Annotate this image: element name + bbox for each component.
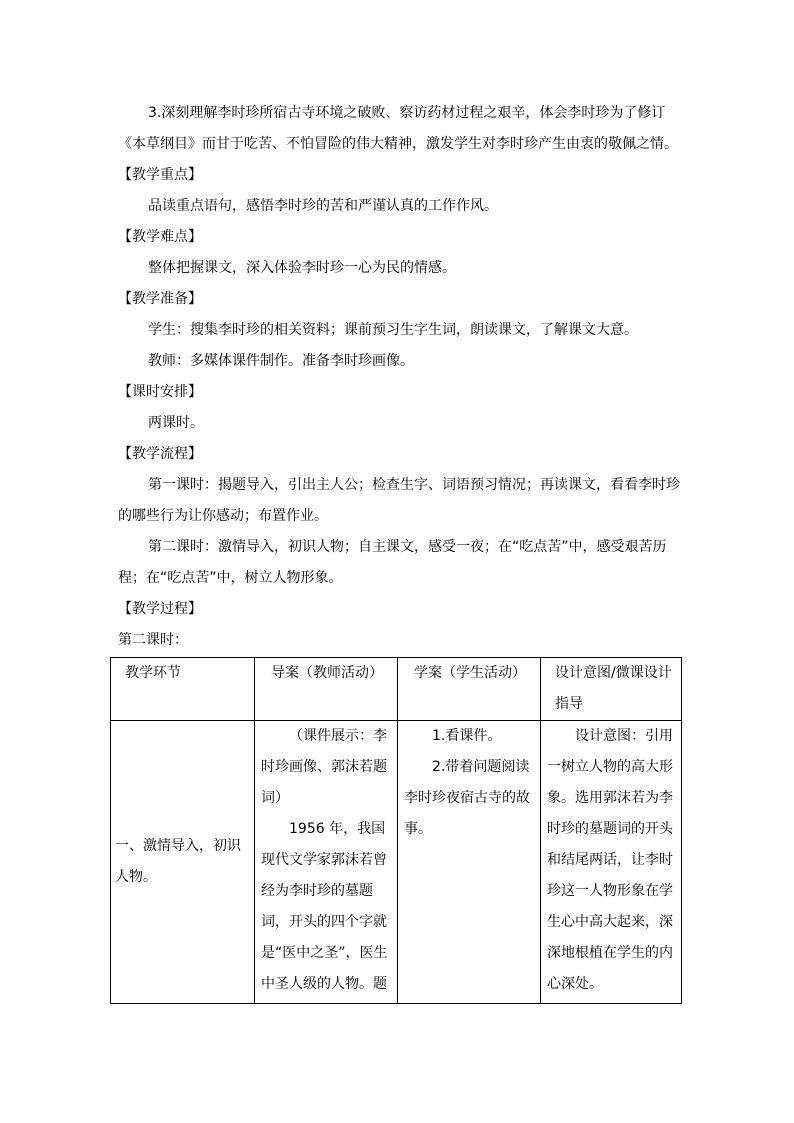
process-heading: 【教学过程】 bbox=[118, 601, 202, 617]
teacher-activity-cell bbox=[255, 721, 398, 1004]
student-activity-p1: 1.看课件。 bbox=[432, 728, 502, 744]
teacher-activity-p2: 1956 年，我国现代文学家郭沫若曾经为李时珍的墓题词，开头的四个字就是“医中之圣”，医生中圣人级的人物。题 bbox=[261, 821, 388, 992]
objective-line-2: 《本草纲目》而甘于吃苦、不怕冒险的伟大精神，激发学生对李时珍产生由衷的敬佩之情。 bbox=[118, 136, 678, 152]
flow-heading: 【教学流程】 bbox=[118, 446, 202, 462]
difficulty-heading: 【教学难点】 bbox=[118, 229, 202, 245]
focus-heading: 【教学重点】 bbox=[118, 167, 202, 183]
design-intent-text: 设计意图：引用一树立人物的高大形象。选用郭沫若为李时珍的墓题词的开头和结尾两话，让李时珍这一人物形象在学生心中高大起来，深深地根植在学生的内心深处。 bbox=[547, 728, 673, 992]
header-teacher-label: 导案（教师活动） bbox=[271, 665, 383, 681]
flow-session1-line2: 的哪些行为让你感动；布置作业。 bbox=[118, 508, 328, 524]
header-design bbox=[541, 658, 682, 721]
flow-session1-line1: 第一课时：揭题导入，引出主人公；检查生字、词语预习情况；再读课文，看看李时珍 bbox=[148, 477, 680, 493]
table-row bbox=[111, 721, 682, 1004]
preparation-heading: 【教学准备】 bbox=[118, 291, 202, 307]
header-teacher bbox=[255, 658, 398, 721]
focus-text: 品读重点语句，感悟李时珍的苦和严谨认真的工作作风。 bbox=[148, 198, 498, 214]
flow-session2-line2: 程；在“吃点苦”中，树立人物形象。 bbox=[118, 570, 343, 586]
teacher-activity-p1: （课件展示：李时珍画像、郭沫若题词） bbox=[261, 728, 387, 806]
lesson-plan-table bbox=[110, 657, 682, 1004]
preparation-student: 学生：搜集李时珍的相关资料；课前预习生字生词，朗读课文，了解课文大意。 bbox=[148, 322, 638, 338]
schedule-heading: 【课时安排】 bbox=[118, 384, 202, 400]
header-stage bbox=[111, 658, 255, 721]
session-label: 第二课时： bbox=[118, 632, 188, 648]
student-activity-p2: 2.带着问题阅读李时珍夜宿古寺的故事。 bbox=[404, 759, 530, 837]
preparation-teacher: 教师：多媒体课件制作。准备李时珍画像。 bbox=[148, 353, 414, 369]
student-activity-cell bbox=[398, 721, 541, 1004]
design-intent-cell bbox=[541, 721, 682, 1004]
flow-session2-line1: 第二课时：激情导入，初识人物；自主课文，感受一夜；在“吃点苦”中，感受艰苦历 bbox=[148, 539, 667, 555]
schedule-text: 两课时。 bbox=[148, 415, 204, 431]
header-student-label: 学案（学生活动） bbox=[414, 665, 526, 681]
stage-cell bbox=[111, 721, 255, 1004]
table-header-row bbox=[111, 658, 682, 721]
header-student bbox=[398, 658, 541, 721]
objective-line-1: 3.深刻理解李时珍所宿古寺环境之破败、察访药材过程之艰辛，体会李时珍为了修订 bbox=[148, 105, 666, 121]
stage-text: 一、激情导入，初识人物。 bbox=[115, 838, 241, 885]
header-design-label: 设计意图/微课设计指导 bbox=[555, 665, 672, 712]
difficulty-text: 整体把握课文，深入体验李时珍一心为民的情感。 bbox=[148, 260, 456, 276]
header-stage-label: 教学环节 bbox=[125, 665, 181, 681]
